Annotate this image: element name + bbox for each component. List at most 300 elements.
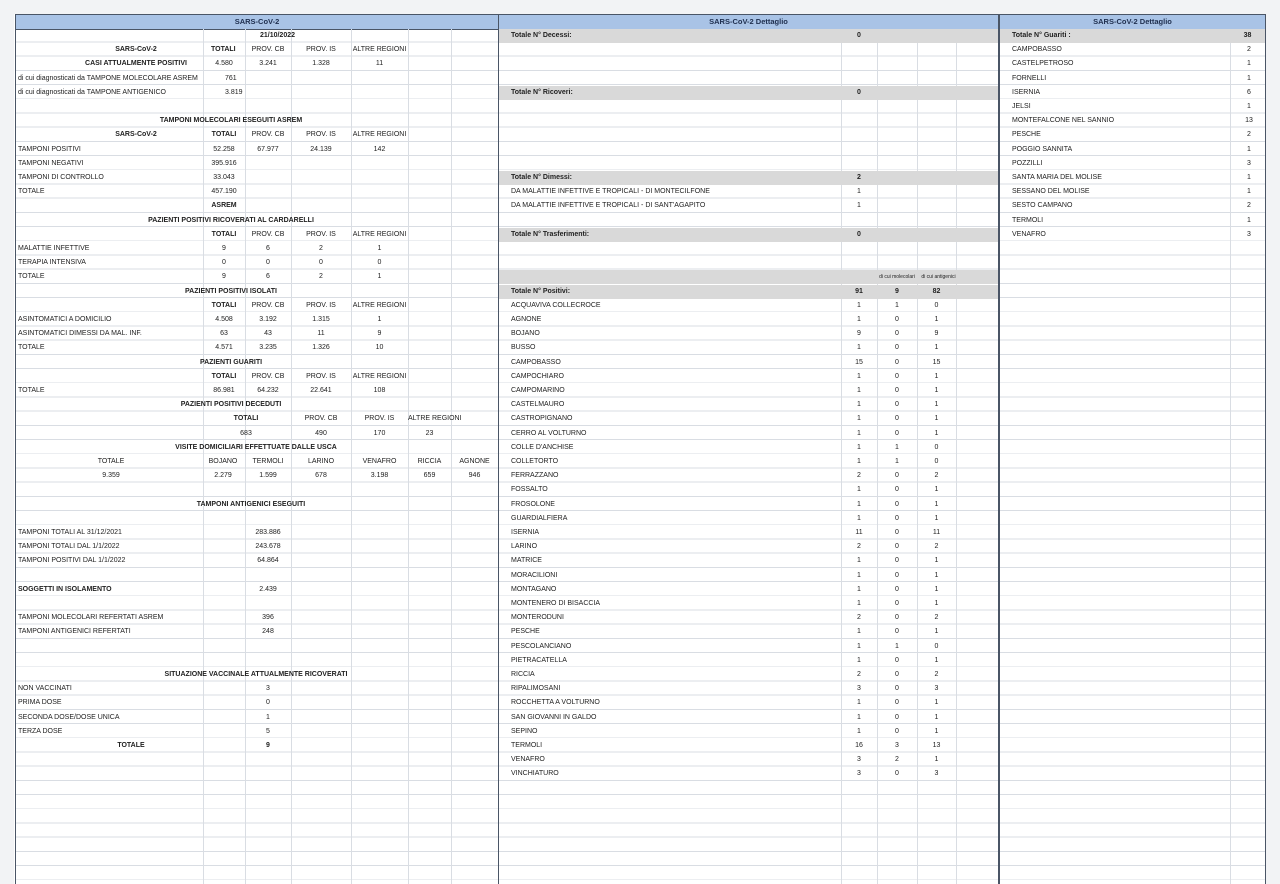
cell-value: 24.139	[310, 145, 332, 153]
table-row	[16, 157, 498, 171]
table-row	[499, 384, 998, 398]
column-header: PROV. IS	[306, 372, 336, 380]
table-row	[1000, 43, 1265, 57]
cell-value: 0	[895, 585, 899, 593]
cell-value: 1	[857, 514, 861, 522]
column-header: ALTRE REGIONI	[352, 301, 407, 309]
section-title: TAMPONI MOLECOLARI ESEGUITI ASREM	[159, 117, 303, 125]
column-header: PROV. IS	[306, 131, 336, 139]
cell-value: 3.192	[259, 316, 277, 323]
table-row	[1000, 114, 1265, 128]
table-row	[1000, 228, 1265, 242]
cell-value: 2	[934, 614, 939, 622]
table-row	[499, 412, 998, 426]
cell-value: 64.864	[257, 557, 279, 565]
cell-value: 1	[934, 344, 939, 352]
table-row	[16, 128, 498, 142]
municipality-name: CAMPOCHIARO	[511, 372, 564, 380]
row-label: TOTALE	[18, 273, 45, 281]
municipality-name: AGNONE	[511, 316, 542, 323]
cell-value: 1	[934, 727, 939, 735]
municipality-name: FROSOLONE	[511, 500, 555, 508]
column-header: ALTRE REGIONI	[352, 372, 407, 380]
cell-value: 1	[857, 656, 861, 664]
cell-value: 0	[319, 259, 323, 267]
section-title: PAZIENTI POSITIVI RICOVERATI AL CARDARELLI	[148, 216, 314, 224]
table-row	[16, 256, 498, 270]
municipality-name: POZZILLI	[1012, 159, 1043, 167]
summary-panel-title: SARS-CoV-2	[16, 14, 498, 30]
municipality-name: RICCIA	[511, 671, 535, 678]
cell-value: 15	[855, 358, 863, 366]
table-row	[499, 625, 998, 639]
total-label: Totale N° Positivi:	[511, 287, 571, 295]
table-row	[499, 483, 998, 497]
column-header: TOTALI	[211, 46, 236, 54]
cell-value: 10	[375, 344, 384, 352]
cell-value: 0	[895, 486, 899, 494]
municipality-name: PIETRACATELLA	[511, 656, 567, 664]
table-row	[16, 270, 498, 284]
cell-value: 1	[857, 344, 861, 352]
row-label: di cui diagnosticati da TAMPONE ANTIGENICO	[18, 88, 166, 96]
cell-value: 1	[857, 316, 861, 323]
table-row	[1000, 57, 1265, 71]
row-label: DA MALATTIE INFETTIVE E TROPICALI - DI SANT'AGAPITO	[511, 202, 706, 210]
cell-value: 0	[857, 88, 861, 96]
cell-value: 243.678	[255, 543, 281, 551]
cell-value: 3.819	[225, 88, 243, 96]
table-row	[1000, 157, 1265, 171]
cell-value: 1	[934, 713, 939, 721]
total-label: Totale N° Ricoveri:	[511, 88, 573, 96]
cell-value: 23	[425, 429, 434, 437]
municipality-name: FOSSALTO	[511, 486, 548, 494]
table-row	[499, 611, 998, 625]
cell-value: 457.190	[211, 188, 237, 196]
cell-value: 0	[895, 330, 899, 338]
detail-panel	[498, 14, 999, 884]
cell-value: 1	[857, 415, 861, 423]
row-label: TAMPONI TOTALI DAL 1/1/2022	[18, 543, 120, 551]
table-row	[16, 214, 498, 228]
cell-value: 82	[932, 287, 941, 295]
cell-value: 142	[373, 145, 386, 153]
cell-value: 1	[895, 443, 899, 451]
cell-value: 1	[857, 188, 861, 196]
cell-value: 1	[934, 500, 939, 508]
table-row	[499, 299, 998, 313]
table-row	[499, 356, 998, 370]
column-header: PROV. CB	[251, 372, 285, 380]
cell-value: 0	[857, 32, 861, 39]
column-header: PROV. CB	[251, 230, 285, 238]
table-row	[16, 384, 498, 398]
column-header: TOTALI	[233, 415, 259, 423]
cell-value: 1	[934, 415, 939, 423]
column-header: ALTRE REGIONI	[352, 131, 407, 139]
cell-value: 2	[857, 614, 861, 622]
cell-value: 1	[857, 628, 861, 636]
cell-value: 13	[1245, 117, 1253, 125]
row-label: TAMPONI POSITIVI	[18, 145, 81, 153]
cell-value: 2	[319, 245, 323, 252]
cell-value: 1	[377, 245, 382, 252]
municipality-name: GUARDIALFIERA	[511, 514, 568, 522]
column-header: TOTALE	[97, 458, 125, 465]
table-row	[499, 711, 998, 725]
cell-value: 6	[266, 245, 270, 252]
table-row	[16, 441, 498, 455]
cell-value: 9	[895, 287, 899, 295]
cell-value: 1	[934, 756, 939, 764]
cell-value: 1	[857, 557, 861, 565]
section-title: PAZIENTI POSITIVI ISOLATI	[185, 287, 277, 295]
row-label: TERZA DOSE	[18, 727, 63, 735]
spreadsheet	[14, 14, 1266, 884]
table-row	[1000, 72, 1265, 86]
cell-value: 1	[857, 713, 861, 721]
cell-value: 1	[934, 656, 939, 664]
cell-value: 9	[222, 245, 226, 252]
cell-value: 9	[377, 330, 382, 338]
trasferimenti-row	[499, 228, 998, 242]
cell-value: 2	[857, 472, 861, 480]
cell-value: 1	[857, 458, 861, 465]
table-row	[499, 370, 998, 384]
cell-value: 3	[1247, 159, 1251, 167]
cell-value: 0	[895, 429, 899, 437]
cell-value: 1	[934, 387, 939, 394]
municipality-name: CASTROPIGNANO	[511, 415, 573, 423]
cell-value: 1	[934, 316, 939, 323]
table-row	[16, 455, 498, 469]
cell-value: 0	[895, 472, 899, 480]
cell-value: 0	[895, 500, 899, 508]
table-row	[16, 682, 498, 696]
cell-value: 2	[1247, 131, 1251, 139]
subheader-row	[499, 270, 998, 284]
municipality-name: RIPALIMOSANI	[511, 685, 561, 693]
municipality-name: MONTAGANO	[511, 585, 557, 593]
cell-value: 3	[857, 770, 861, 778]
cell-value: 1	[934, 514, 939, 522]
section-title: VISITE DOMICILIARI EFFETTUATE DALLE USCA	[175, 443, 337, 451]
cell-value: 0	[266, 259, 270, 267]
municipality-name: SESSANO DEL MOLISE	[1012, 188, 1090, 196]
column-header: PROV. CB	[304, 415, 338, 423]
cell-value: 1	[934, 585, 939, 593]
cell-value: 659	[423, 472, 436, 480]
cell-value: 3	[857, 756, 861, 764]
table-row	[16, 370, 498, 384]
cell-value: 1	[1247, 174, 1251, 181]
cell-value: 3	[934, 770, 939, 778]
column-header: LARINO	[307, 458, 335, 465]
cell-value: 1	[857, 486, 861, 494]
municipality-name: CASTELPETROSO	[1012, 60, 1074, 68]
table-row	[16, 171, 498, 185]
cell-value: 0	[266, 699, 270, 707]
cell-value: 1	[934, 571, 939, 579]
detail-panel-title: SARS-CoV-2 Dettaglio	[499, 14, 998, 30]
table-row	[1000, 185, 1265, 199]
municipality-name: ISERNIA	[511, 529, 540, 536]
cell-value: 22.641	[310, 387, 332, 394]
cell-value: 1	[857, 429, 861, 437]
table-row	[16, 469, 498, 483]
cell-value: 0	[895, 770, 899, 778]
row-label: NON VACCINATI	[18, 685, 72, 693]
table-row	[16, 611, 498, 625]
cell-value: 0	[895, 571, 899, 579]
table-row	[1000, 128, 1265, 142]
positivi-row	[499, 285, 998, 299]
table-row	[1000, 100, 1265, 114]
table-row	[499, 498, 998, 512]
table-row	[16, 114, 498, 128]
cell-value: 1.326	[312, 344, 330, 352]
table-row	[499, 469, 998, 483]
municipality-name: BOJANO	[511, 330, 540, 338]
cell-value: 43	[264, 330, 272, 338]
column-header: SARS-CoV-2	[115, 46, 157, 54]
cell-value: 2	[1247, 46, 1251, 54]
cell-value: 1	[266, 713, 270, 721]
recovered-panel	[999, 14, 1266, 884]
municipality-name: SAN GIOVANNI IN GALDO	[511, 713, 597, 721]
column-header: TOTALI	[211, 230, 237, 238]
municipality-name: PESCHE	[511, 628, 540, 636]
municipality-name: VENAFRO	[511, 756, 545, 764]
table-row	[16, 739, 498, 753]
cell-value: 1	[857, 500, 861, 508]
row-label: TOTALE	[18, 387, 45, 394]
cell-value: 5	[266, 727, 270, 735]
municipality-name: CERRO AL VOLTURNO	[511, 429, 587, 437]
cell-value: 2	[1247, 202, 1251, 210]
table-row	[16, 86, 498, 100]
table-row	[499, 767, 998, 781]
municipality-name: COLLETORTO	[511, 458, 559, 465]
municipality-name: FORNELLI	[1012, 74, 1047, 82]
table-row	[499, 654, 998, 668]
cell-value: 1	[857, 585, 861, 593]
cell: 683	[240, 429, 252, 437]
cell-value: 1	[377, 316, 382, 323]
table-row	[499, 341, 998, 355]
cell-value: 0	[895, 358, 899, 366]
cell-value: 0	[895, 671, 899, 678]
cell-value: 0	[895, 628, 899, 636]
municipality-name: VINCHIATURO	[511, 770, 559, 778]
cell-value: 9	[222, 273, 226, 281]
column-header: PROV. CB	[251, 301, 285, 309]
table-row	[16, 540, 498, 554]
table-row	[16, 299, 498, 313]
cell-value: 1	[934, 486, 939, 494]
row-label: TOTALE	[18, 188, 45, 196]
cell-value: 3	[1247, 230, 1251, 238]
table-row	[16, 725, 498, 739]
table-row	[16, 313, 498, 327]
table-row	[499, 569, 998, 583]
cell-value: 678	[315, 472, 327, 480]
table-row	[16, 668, 498, 682]
table-row	[16, 285, 498, 299]
cell-value: 9	[857, 330, 861, 338]
column-header: PROV. IS	[306, 301, 336, 309]
cell-value: 0	[857, 230, 861, 238]
cell-value: 1	[857, 401, 861, 409]
cell-value: 1	[1247, 216, 1251, 224]
cell-value: 283.886	[255, 529, 281, 536]
table-row	[499, 512, 998, 526]
cell-value: 1	[1247, 103, 1251, 110]
cell-value: 2	[934, 671, 939, 678]
cell-value: 1	[895, 301, 899, 309]
table-row	[16, 185, 498, 199]
row-label: TAMPONI TOTALI AL 31/12/2021	[18, 529, 122, 536]
municipality-name: POGGIO SANNITA	[1012, 145, 1073, 153]
municipality-name: JELSI	[1012, 103, 1031, 110]
cell-value: 13	[932, 742, 941, 749]
cell-value: 0	[377, 259, 382, 267]
cell-value: 1	[934, 429, 939, 437]
cell-value: 0	[934, 443, 939, 451]
table-row	[1000, 86, 1265, 100]
cell-value: 2	[857, 174, 861, 181]
municipality-name: ROCCHETTA A VOLTURNO	[511, 699, 600, 707]
municipality-name: TERMOLI	[511, 742, 543, 749]
cell-value: 1	[934, 401, 939, 409]
date-row	[16, 29, 498, 43]
ricoveri-row	[499, 86, 998, 100]
summary-panel	[15, 14, 499, 884]
table-row	[16, 696, 498, 710]
row-label: DA MALATTIE INFETTIVE E TROPICALI - DI MONTECILFONE	[511, 188, 710, 196]
cell-value: 3.235	[259, 344, 277, 352]
municipality-name: TERMOLI	[1012, 216, 1044, 224]
municipality-name: SESTO CAMPANO	[1012, 202, 1073, 210]
section-title: PAZIENTI POSITIVI DECEDUTI	[180, 401, 282, 409]
cell-value: 2	[319, 273, 323, 281]
cell-value: 0	[895, 713, 899, 721]
cell-value: 1	[934, 699, 939, 707]
cell-value: 0	[934, 301, 939, 309]
cell-value: 0	[895, 557, 899, 565]
cell-value: 2.439	[259, 585, 277, 593]
table-row	[16, 57, 498, 71]
total-label: Totale N° Trasferimenti:	[511, 230, 590, 238]
cell-value: 9	[266, 742, 270, 749]
cell-value: 170	[373, 429, 386, 437]
cell-value: 0	[895, 600, 899, 607]
cell-value: 3.241	[259, 60, 277, 68]
municipality-name: CAMPOBASSO	[1012, 46, 1062, 54]
cell-value: 1	[857, 202, 861, 210]
cell-value: 0	[934, 458, 939, 465]
column-header: ALTRE REGIONI	[352, 46, 407, 54]
cell-value: 1	[1247, 60, 1251, 68]
cell-value: 6	[266, 273, 270, 281]
cell-value: 1	[857, 642, 861, 650]
cell-value: 2	[934, 472, 939, 480]
table-row	[16, 427, 498, 441]
cell-value: 1.599	[259, 472, 277, 480]
table-row	[499, 455, 998, 469]
cell-value: 1	[857, 387, 861, 394]
cell-value: 0	[222, 259, 226, 267]
table-row	[16, 554, 498, 568]
municipality-name: FERRAZZANO	[511, 472, 559, 480]
cell-value: 0	[895, 514, 899, 522]
asrem-label: ASREM	[211, 202, 237, 210]
table-row	[499, 753, 998, 767]
section-title: TAMPONI ANTIGENICI ESEGUITI	[196, 500, 306, 508]
cell-value: 1	[934, 557, 939, 565]
column-header: TOTALI	[211, 372, 237, 380]
cell-value: 63	[220, 330, 228, 338]
municipality-name: MONTERODUNI	[511, 614, 564, 622]
column-header: ALTRE REGIONI	[408, 415, 462, 423]
cell-value: 33.043	[213, 174, 235, 181]
cell-value: 86.981	[213, 387, 235, 394]
column-header: PROV. IS	[364, 415, 395, 423]
row-label: di cui diagnosticati da TAMPONE MOLECOLARE ASREM	[18, 74, 198, 82]
cell-value: 2	[857, 543, 861, 551]
cell-value: 2.279	[214, 472, 232, 480]
column-header: VENAFRO	[362, 458, 397, 465]
cell-value: 1.315	[312, 316, 330, 323]
cell-value: 395.916	[211, 159, 237, 167]
cell-value: 1.328	[312, 60, 330, 68]
table-row	[1000, 143, 1265, 157]
cell-value: 0	[895, 685, 899, 693]
cell-value: 6	[1247, 88, 1251, 96]
recovered-panel-title: SARS-CoV-2 Dettaglio	[1000, 14, 1265, 30]
table-row	[16, 711, 498, 725]
cell-value: 3	[266, 685, 270, 693]
row-label: ASINTOMATICI A DOMICILIO	[18, 316, 112, 323]
cell-value: 1	[857, 443, 861, 451]
cell-value: 108	[373, 387, 386, 394]
municipality-name: COLLE D'ANCHISE	[511, 443, 574, 451]
cell-value: 0	[895, 529, 899, 536]
municipality-name: MONTENERO DI BISACCIA	[511, 600, 601, 607]
cell-value: 396	[262, 614, 274, 622]
table-row	[16, 72, 498, 86]
table-row	[16, 199, 498, 213]
table-row	[499, 526, 998, 540]
table-row	[499, 427, 998, 441]
table-row	[499, 540, 998, 554]
table-row	[16, 625, 498, 639]
column-header: PROV. IS	[306, 46, 336, 54]
row-label: TAMPONI MOLECOLARI REFERTATI ASREM	[18, 614, 164, 622]
cell-value: 1	[857, 301, 861, 309]
column-header: TOTALI	[211, 301, 237, 309]
cell-value: 4.508	[215, 316, 233, 323]
cell-value: 1	[1247, 145, 1251, 153]
cell-value: 11	[932, 529, 941, 536]
municipality-name: MORACILIONI	[511, 571, 558, 579]
table-row	[499, 597, 998, 611]
cell-value: 4.580	[215, 60, 233, 68]
cell-value: 0	[895, 372, 899, 380]
cell-value: 1	[857, 571, 861, 579]
row-label: MALATTIE INFETTIVE	[18, 245, 90, 252]
